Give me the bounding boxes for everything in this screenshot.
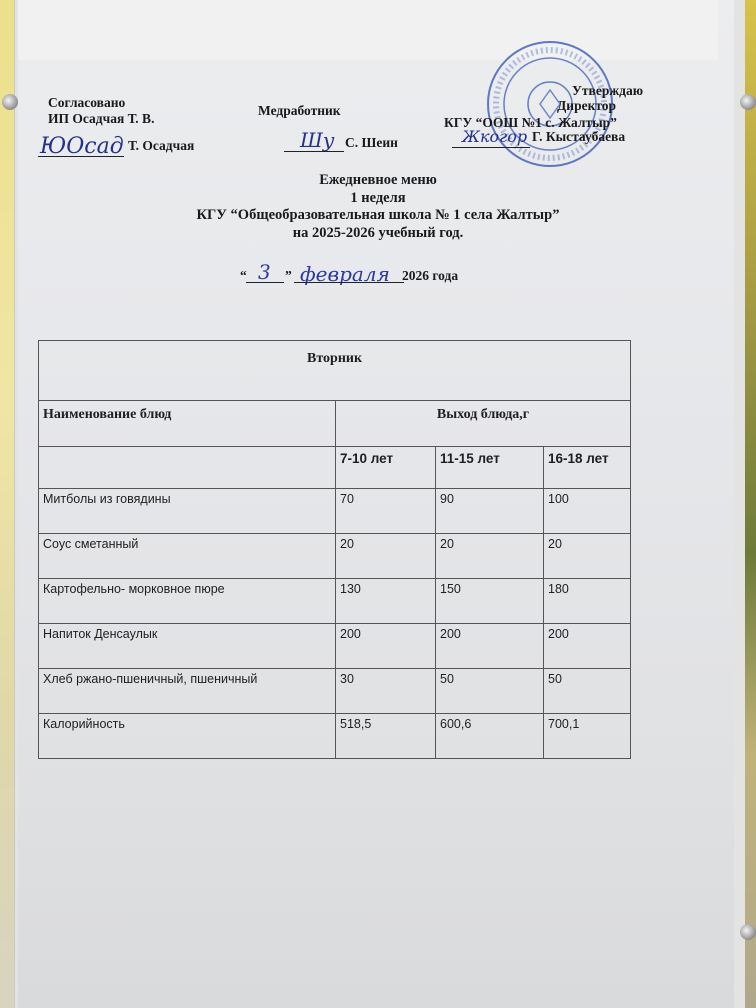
dish-weight: 150 (436, 579, 544, 624)
wall-screw-icon (740, 924, 756, 940)
signed-name-right: Г. Кыстаубаева (532, 129, 626, 144)
date-month: февраля (300, 262, 390, 286)
column-header-dish-name: Наименование блюд (39, 401, 336, 447)
dish-weight: 100 (544, 489, 631, 534)
date-year: 2026 года (402, 268, 459, 283)
age-group-header: 7-10 лет (336, 447, 436, 489)
column-header-output: Выход блюда,г (336, 401, 631, 447)
date-month-underline (294, 282, 404, 283)
date-open-quote: “ (240, 268, 247, 283)
dish-name: Напиток Денсаулык (39, 624, 336, 669)
age-group-header: 16-18 лет (544, 447, 631, 489)
signed-name-middle: С. Шеин (345, 135, 398, 150)
date-close-quote: ” (285, 268, 292, 283)
signature-middle: Шу (300, 128, 335, 152)
dish-weight: 50 (544, 669, 631, 714)
signature-left: ЮОсад (40, 134, 124, 159)
dish-weight: 20 (436, 534, 544, 579)
dish-weight: 200 (336, 624, 436, 669)
approval-left-title: Согласовано (48, 95, 126, 110)
table-row (39, 489, 631, 534)
dish-weight: 30 (336, 669, 436, 714)
dish-name: Соус сметанный (39, 534, 336, 579)
dish-weight: 20 (336, 534, 436, 579)
signature-line-right (452, 147, 530, 148)
dish-weight: 200 (436, 624, 544, 669)
age-row-spacer (39, 447, 336, 489)
dish-name: Картофельно- морковное пюре (39, 579, 336, 624)
heading-line-2: 1 неделя (350, 190, 406, 206)
menu-table (38, 340, 631, 759)
heading-line-1: Ежедневное меню (319, 172, 437, 188)
dish-name: Хлеб ржано-пшеничный, пшеничный (39, 669, 336, 714)
dish-weight: 180 (544, 579, 631, 624)
date-day-underline (246, 282, 284, 283)
table-row (39, 579, 631, 624)
signature-right: Жкогор (462, 127, 528, 146)
table-header-row (39, 401, 631, 447)
calories-value: 700,1 (544, 714, 631, 759)
table-row (39, 624, 631, 669)
table-row (39, 534, 631, 579)
dish-weight: 200 (544, 624, 631, 669)
signed-name-left: Т. Осадчая (128, 138, 195, 153)
approval-middle-title: Медработник (258, 103, 341, 118)
approval-right-org: КГУ “ООШ №1 с. Жалтыр” (444, 115, 617, 130)
approval-left-name: ИП Осадчая Т. В. (48, 111, 155, 126)
approval-right-position: Директор (557, 98, 617, 113)
calories-value: 600,6 (436, 714, 544, 759)
dish-weight: 90 (436, 489, 544, 534)
dish-weight: 130 (336, 579, 436, 624)
table-day: Вторник (39, 341, 631, 401)
table-row-calories (39, 714, 631, 759)
dish-weight: 50 (436, 669, 544, 714)
heading-line-3: КГУ “Общеобразовательная школа № 1 села Жалтыр” (196, 207, 560, 223)
signature-line-middle (284, 151, 344, 152)
approval-right-title: Утверждаю (572, 83, 644, 98)
wall-screw-icon (2, 94, 18, 110)
document-date (240, 262, 530, 290)
calories-value: 518,5 (336, 714, 436, 759)
age-group-header: 11-15 лет (436, 447, 544, 489)
dish-weight: 70 (336, 489, 436, 534)
dish-weight: 20 (544, 534, 631, 579)
dish-name: Митболы из говядины (39, 489, 336, 534)
table-day-row (39, 341, 631, 401)
calories-label: Калорийность (39, 714, 336, 759)
table-age-row (39, 447, 631, 489)
signature-line-left (38, 156, 124, 157)
table-row (39, 669, 631, 714)
wall-screw-icon (740, 94, 756, 110)
heading-line-4: на 2025-2026 учебный год. (292, 225, 464, 241)
date-day: 3 (258, 260, 271, 284)
